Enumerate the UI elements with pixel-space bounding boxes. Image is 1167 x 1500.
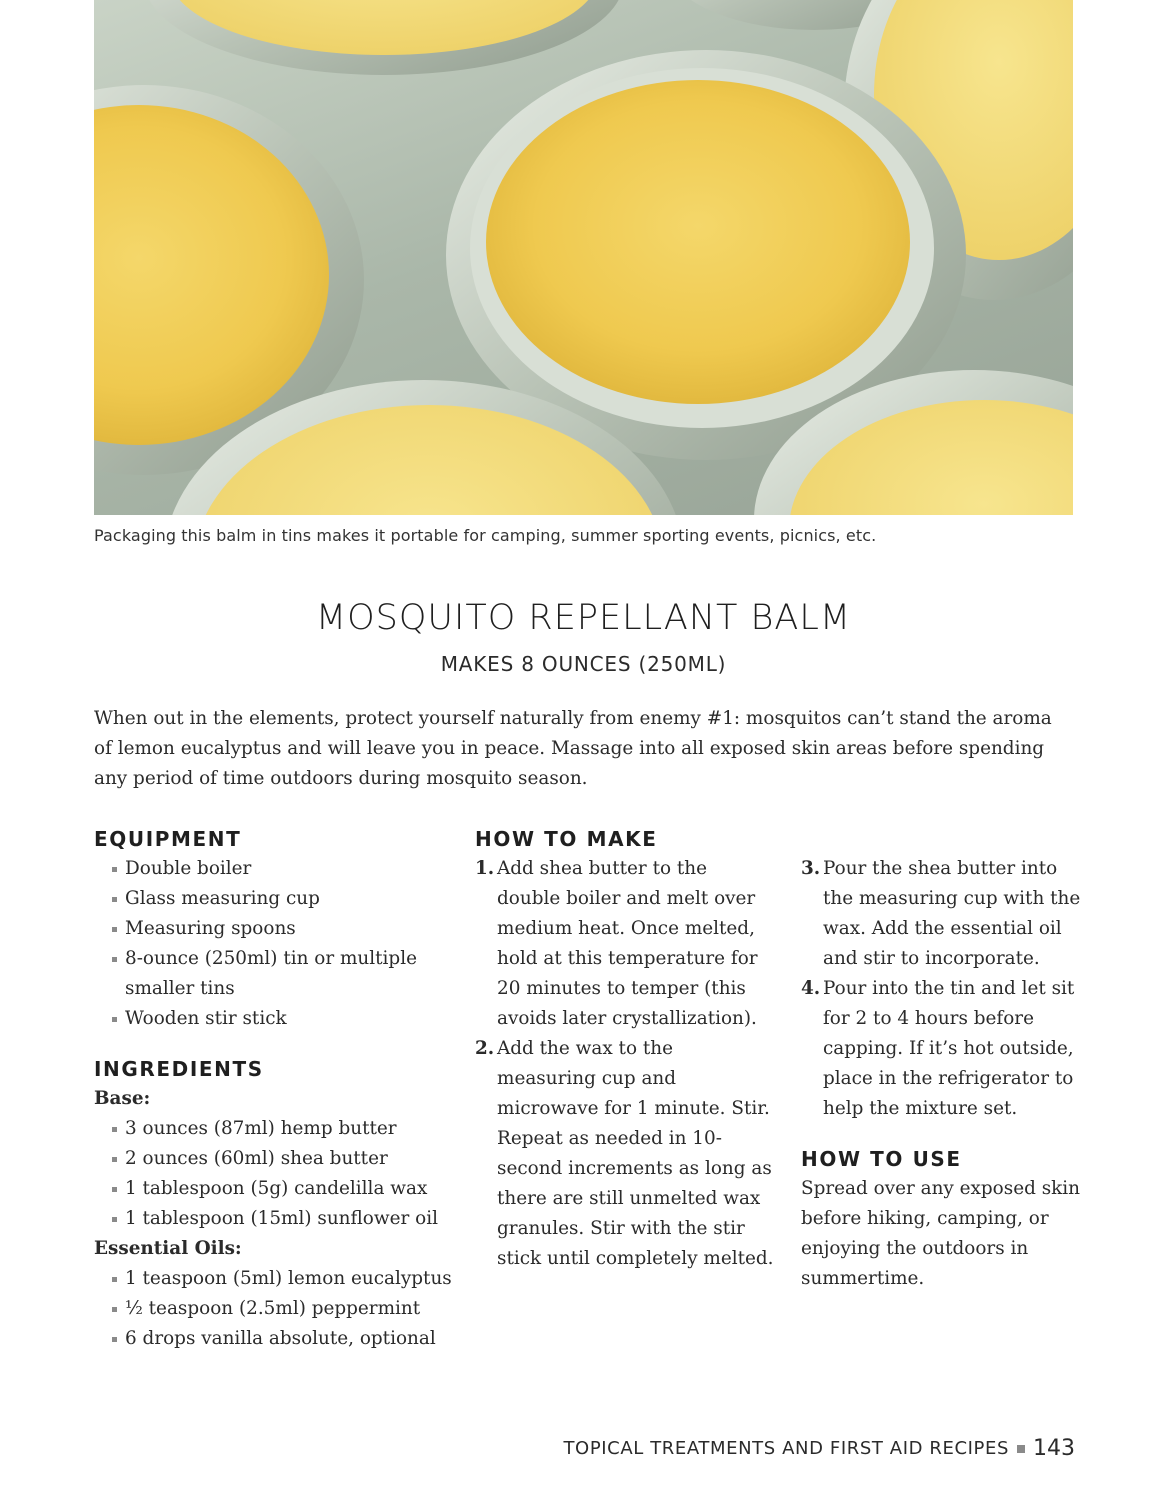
- section-title: TOPICAL TREATMENTS AND FIRST AID RECIPES: [563, 1438, 1009, 1459]
- recipe-intro: When out in the elements, protect yourself naturally from enemy #1: mosquitos can’t stand the aroma of lemon eucalyptus and will leave you in peace. Massage into all exposed skin areas before spending any period of time outdoors during mosquito season.: [94, 708, 1052, 789]
- list-item-text: 6 drops vanilla absolute, optional: [125, 1328, 436, 1349]
- step-number: 3.: [801, 858, 821, 879]
- how-to-make-heading: HOW TO MAKE: [475, 827, 658, 851]
- step-text: Add shea butter to the double boiler and melt over medium heat. Once melted, hold at this temperature for 20 minutes to temper (this avoids later crystallization).: [497, 858, 758, 1029]
- page-number: 143: [1033, 1436, 1075, 1461]
- steps-list-continued: [801, 854, 1091, 1124]
- step-number: 4.: [801, 978, 821, 999]
- list-item: [94, 1324, 454, 1354]
- photo-caption: Packaging this balm in tins makes it portable for camping, summer sporting events, picnics, etc.: [94, 526, 877, 545]
- list-item-text: 1 tablespoon (5g) candelilla wax: [125, 1178, 428, 1199]
- steps-and-use-column: [801, 854, 1101, 1294]
- list-item-text: 8-ounce (250ml) tin or multiple smaller tins: [125, 948, 417, 999]
- base-subheading: Base:: [94, 1088, 151, 1109]
- square-bullet-icon: [112, 1277, 117, 1282]
- list-item-text: Measuring spoons: [125, 918, 296, 939]
- square-bullet-icon: [112, 1337, 117, 1342]
- list-item: [94, 1264, 454, 1294]
- recipe-yield: MAKES 8 OUNCES (250ML): [440, 652, 727, 676]
- square-bullet-icon: [112, 1157, 117, 1162]
- base-ingredients-list: [94, 1114, 454, 1234]
- list-item-text: ½ teaspoon (2.5ml) peppermint: [125, 1298, 421, 1319]
- square-separator-icon: [1017, 1445, 1025, 1453]
- steps-list: [475, 854, 775, 1274]
- list-item-text: Glass measuring cup: [125, 888, 320, 909]
- square-bullet-icon: [112, 897, 117, 902]
- list-item-text: Wooden stir stick: [125, 1008, 287, 1029]
- step-text: Pour the shea butter into the measuring cup with the wax. Add the essential oil and stir to incorporate.: [823, 858, 1081, 969]
- list-item: [94, 1174, 454, 1204]
- equipment-list: [94, 854, 454, 1034]
- square-bullet-icon: [112, 1127, 117, 1132]
- step-text: Add the wax to the measuring cup and microwave for 1 minute. Stir. Repeat as needed in 10-second increments as long as there are still unmelted wax granules. Stir with the stir stick until completely melted.: [497, 1038, 774, 1269]
- how-to-make-column: [475, 824, 775, 1274]
- balm-tins-illustration: [94, 0, 1073, 515]
- step-text: Pour into the tin and let sit for 2 to 4 hours before capping. If it’s hot outside, place in the refrigerator to help the mixture set.: [823, 978, 1075, 1119]
- list-item: [94, 1204, 454, 1234]
- square-bullet-icon: [112, 1017, 117, 1022]
- list-item-text: 2 ounces (60ml) shea butter: [125, 1148, 388, 1169]
- list-item-text: Double boiler: [125, 858, 252, 879]
- list-item: [94, 944, 454, 1004]
- list-item: [94, 914, 454, 944]
- essential-oils-list: [94, 1264, 454, 1354]
- page-footer: [563, 1436, 1075, 1461]
- essential-oils-subheading: Essential Oils:: [94, 1238, 242, 1259]
- square-bullet-icon: [112, 1217, 117, 1222]
- ingredients-heading: INGREDIENTS: [94, 1057, 264, 1081]
- list-item: [94, 1004, 454, 1034]
- list-item: [94, 1144, 454, 1174]
- list-item: [94, 854, 454, 884]
- list-item: [94, 1114, 454, 1144]
- step-number: 2.: [475, 1038, 495, 1059]
- equipment-ingredients-column: [94, 824, 454, 1354]
- square-bullet-icon: [112, 927, 117, 932]
- square-bullet-icon: [112, 957, 117, 962]
- list-item-text: 3 ounces (87ml) hemp butter: [125, 1118, 397, 1139]
- step-item: [801, 854, 1091, 974]
- recipe-title: MOSQUITO REPELLANT BALM: [315, 598, 852, 638]
- step-item: [475, 1034, 775, 1274]
- step-item: [475, 854, 775, 1034]
- square-bullet-icon: [112, 1307, 117, 1312]
- how-to-use-text: Spread over any exposed skin before hiking, camping, or enjoying the outdoors in summertime.: [801, 1178, 1081, 1289]
- square-bullet-icon: [112, 1187, 117, 1192]
- step-item: [801, 974, 1091, 1124]
- list-item-text: 1 tablespoon (15ml) sunflower oil: [125, 1208, 438, 1229]
- balm-tins-photo: [94, 0, 1073, 515]
- square-bullet-icon: [112, 867, 117, 872]
- equipment-heading: EQUIPMENT: [94, 827, 242, 851]
- how-to-use-heading: HOW TO USE: [801, 1147, 962, 1171]
- list-item-text: 1 teaspoon (5ml) lemon eucalyptus: [125, 1268, 452, 1289]
- list-item: [94, 884, 454, 914]
- list-item: [94, 1294, 454, 1324]
- step-number: 1.: [475, 858, 495, 879]
